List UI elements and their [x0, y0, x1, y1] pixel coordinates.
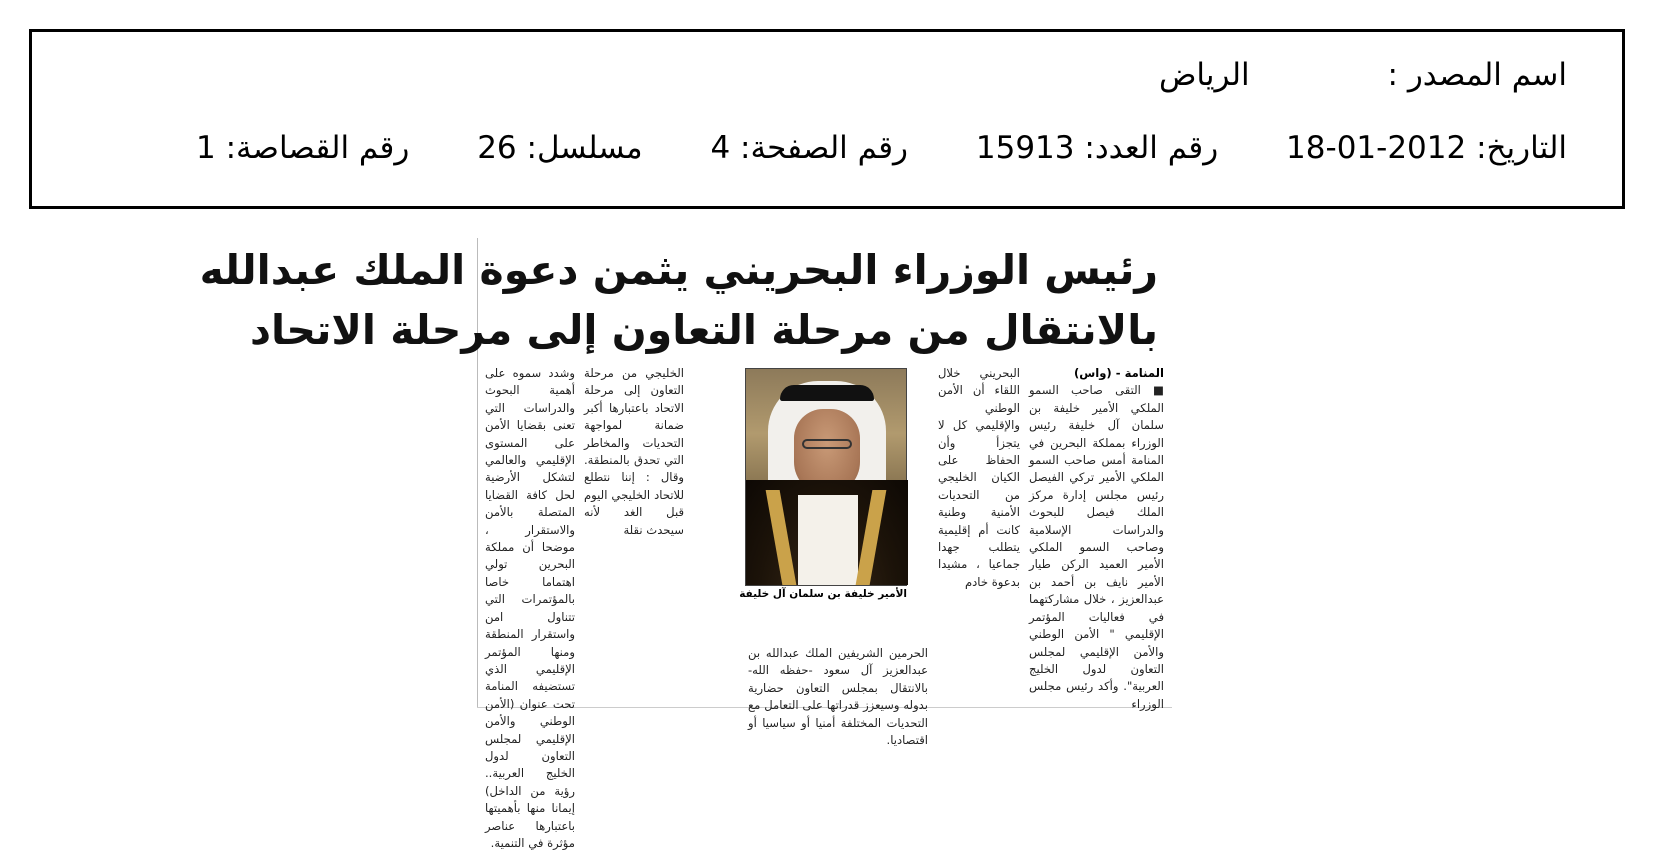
serial-field: مسلسل: 26 [477, 130, 643, 166]
issue-number-field: رقم العدد: 15913 [975, 130, 1219, 166]
date-field: التاريخ: 2012-01-18 [1286, 130, 1567, 166]
headline-line-1: رئيس الوزراء البحريني يثمن دعوة الملك عبدالله [199, 246, 1158, 294]
page-number-field: رقم الصفحة: 4 [710, 130, 909, 166]
article-column-3 [584, 365, 684, 539]
column-4-text: وشدد سموه على أهمية البحوث والدراسات التي تعنى بقضايا الأمن على المستوى الإقليمي والعالمي لتشكل الأرضية لحل كافة القضايا المتصلة بالأمن والاستقرار ، موضحا أن مملكة البحرين تولي اهتماما خاصا بالمؤتمرات التي تتناول امن واستقرار المنطقة ومنها المؤتمر الإقليمي الذي تستضيفه المنامة تحت عنوان (الأمن الوطني والأمن الإقليمي لمجلس التعاون لدول الخليج العربية.. رؤية من الداخل) إيمانا منها بأهميتها باعتبارها عناصر مؤثرة في التنمية. [485, 366, 575, 850]
source-row [1159, 57, 1567, 93]
article-headline [199, 240, 1158, 360]
details-row [196, 130, 1567, 166]
column-bottom-text: الحرمين الشريفين الملك عبدالله بن عبدالعزيز آل سعود -حفظه الله- بالانتقال بمجلس التعاون حضارية بدوله وسيعزز قدراتها على التعامل مع التحديات المختلفة أمنيا أو سياسيا أو اقتصاديا. [748, 646, 928, 748]
photo-caption: الأمير خليفة بن سلمان آل خليفة [739, 588, 907, 600]
dateline: المنامة - (واس) [1073, 366, 1164, 380]
article-column-bottom [748, 645, 928, 749]
source-label: اسم المصدر : [1387, 57, 1567, 93]
photo-agal [780, 385, 874, 401]
article-column-4 [485, 365, 575, 852]
column-1-text: ■ التقى صاحب السمو الملكي الأمير خليفة بن سلمان آل خليفة رئيس الوزراء بمملكة البحرين في المنامة أمس صاحب السمو الملكي الأمير تركي الفيصل رئيس مجلس إدارة مركز الملك فيصل للبحوث والدراسات الإسلامية وصاحب السمو الملكي الأمير العميد الركن طيار الأمير نايف بن أحمد بن عبدالعزيز ، خلال مشاركتهما في فعاليات المؤتمر الإقليمي " الأمن الوطني والأمن الإقليمي لمجلس التعاون لدول الخليج العربية". وأكد رئيس مجلس الوزراء [1029, 383, 1164, 711]
photo-glasses [802, 439, 852, 449]
clipping-metadata-box [29, 29, 1625, 209]
article-column-2 [938, 365, 1020, 591]
source-value: الرياض [1158, 57, 1250, 93]
newspaper-clipping [199, 238, 1172, 850]
column-3-text: الخليجي من مرحلة التعاون إلى مرحلة الاتحاد باعتبارها أكبر ضمانة لمواجهة التحديات والمخاطر التي تحدق بالمنطقة. وقال : إننا نتطلع للاتحاد الخليجي اليوم قبل الغد لأنه سيحدث نقلة [584, 366, 684, 537]
headline-line-2: بالانتقال من مرحلة التعاون إلى مرحلة الاتحاد [249, 306, 1158, 354]
portrait-photo [745, 368, 907, 586]
photo-shirt [798, 495, 858, 585]
column-2-text: البحريني خلال اللقاء أن الأمن الوطني والإقليمي كل لا يتجزأ وأن الحفاظ على الكيان الخليجي من التحديات الأمنية وطنية كانت أم إقليمية يتطلب جهدا جماعيا ، مشيدا بدعوة خادم [938, 366, 1020, 589]
article-column-1 [1029, 365, 1164, 713]
clip-number-field: رقم القصاصة: 1 [196, 130, 410, 166]
